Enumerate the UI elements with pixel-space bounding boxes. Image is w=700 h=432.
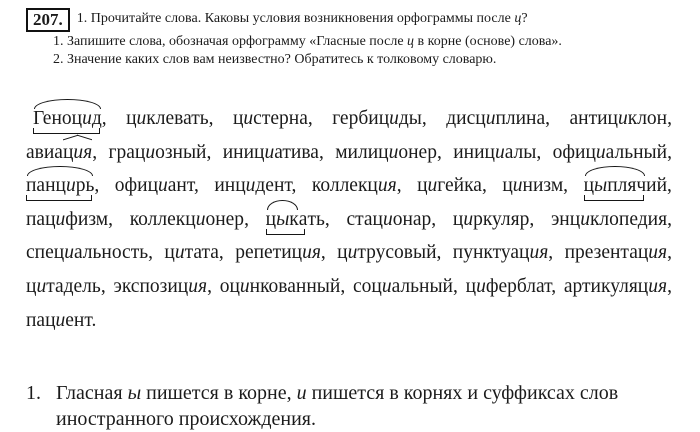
text-segment: ц — [583, 175, 594, 197]
text-segment: инц — [214, 175, 246, 197]
text-segment: 1. Запишите слова, обозначая орфограмму «Гласные после — [53, 34, 408, 49]
text-segment: клон — [627, 108, 668, 129]
punctuation: , — [148, 242, 154, 264]
punctuation: , — [667, 242, 672, 264]
text-segment: ия — [73, 141, 93, 163]
text-segment: спец — [26, 242, 65, 264]
word — [223, 136, 324, 170]
word — [312, 169, 402, 203]
text-segment: и — [382, 208, 393, 230]
punctuation: , — [431, 208, 437, 230]
text-segment: и — [239, 275, 250, 297]
text-segment: низм — [522, 175, 564, 197]
punctuation: , — [529, 208, 535, 230]
text-segment: гейка — [437, 175, 482, 197]
punctuation: , — [318, 141, 324, 163]
text-segment: дисц — [446, 108, 486, 129]
text-segment: онар — [392, 208, 432, 230]
word — [466, 270, 556, 304]
text-segment: ркуляр — [473, 208, 530, 230]
word — [584, 169, 672, 203]
punctuation: , — [421, 108, 427, 129]
word — [164, 236, 223, 270]
text-segment: и — [388, 141, 399, 163]
text-segment: клопедия — [589, 208, 668, 230]
stem-bracket-mark — [266, 209, 308, 231]
exercise-number-box: 207. — [26, 8, 70, 32]
text-segment: авиа — [26, 141, 63, 163]
exercise-header-row — [26, 8, 672, 32]
word — [26, 136, 97, 170]
word — [26, 304, 96, 338]
note-item — [26, 381, 658, 432]
punctuation: , — [92, 141, 98, 163]
punctuation: , — [193, 175, 199, 197]
word — [335, 136, 442, 170]
word-line — [26, 270, 672, 304]
punctuation: , — [667, 108, 672, 129]
text-segment: алы — [504, 141, 537, 163]
text-segment: альный — [605, 141, 668, 163]
notes-section — [26, 381, 658, 432]
text-segment: и — [381, 275, 392, 297]
text-segment: и — [264, 141, 275, 163]
punctuation: , — [436, 242, 442, 264]
text-segment: ды — [398, 108, 422, 129]
text-segment: ы — [594, 175, 608, 197]
text-segment: ц — [126, 108, 137, 129]
text-segment: ц — [232, 108, 244, 129]
text-segment: нкованный — [249, 275, 341, 297]
text-segment: онер — [205, 208, 245, 230]
text-segment: Геноц — [33, 108, 83, 129]
word — [26, 203, 113, 237]
word — [108, 136, 211, 170]
text-segment: ц — [465, 275, 477, 297]
text-segment: офиц — [114, 175, 159, 197]
text-segment: стац — [346, 208, 383, 230]
text-segment: пац — [26, 309, 56, 331]
punctuation: , — [667, 175, 672, 197]
punctuation: , — [320, 242, 326, 264]
text-segment: и — [36, 275, 47, 297]
text-segment: и — [158, 175, 168, 197]
punctuation: , — [436, 141, 442, 163]
word — [553, 136, 672, 170]
instruction-line-2 — [53, 33, 672, 50]
text-segment: тадель — [46, 275, 101, 297]
text-segment: 2. Значение каких слов вам неизвестно? Обратитесь к толковому словарю. — [53, 52, 497, 67]
text-segment: ант — [167, 175, 194, 197]
text-segment: коллекц — [311, 175, 378, 197]
text-segment: и — [55, 208, 66, 230]
word — [565, 236, 672, 270]
note-marker: 1. — [26, 382, 41, 405]
text-segment: ент — [65, 309, 92, 331]
word-line — [26, 136, 672, 170]
word — [130, 203, 249, 237]
word-line — [26, 102, 672, 136]
text-segment: ц — [26, 275, 37, 297]
text-segment: презентац — [564, 242, 649, 264]
text-segment: озный — [155, 141, 207, 163]
text-segment: и — [347, 242, 358, 264]
word — [126, 102, 213, 136]
text-segment: ц — [164, 242, 175, 264]
punctuation: , — [94, 175, 100, 197]
text-segment: ц — [502, 175, 513, 197]
instruction-line-1 — [77, 8, 528, 27]
text-segment: ц — [265, 208, 277, 230]
word — [453, 236, 553, 270]
text-segment: ц — [417, 175, 428, 197]
word — [266, 203, 330, 237]
text-segment: панц — [26, 175, 66, 197]
text-segment: и — [595, 141, 606, 163]
text-segment: в корне (основе) слова». — [414, 34, 562, 49]
text-segment: и — [65, 175, 76, 197]
text-segment: и — [174, 242, 185, 264]
text-segment: экспозиц — [113, 275, 189, 297]
punctuation: , — [108, 208, 113, 230]
punctuation: , — [307, 108, 313, 129]
punctuation: , — [453, 275, 458, 297]
punctuation: , — [218, 242, 224, 264]
text-segment: альность — [73, 242, 149, 264]
word — [220, 270, 346, 304]
word — [33, 102, 107, 136]
text-segment: и — [55, 309, 66, 331]
word — [564, 270, 672, 304]
word — [332, 102, 427, 136]
text-segment: пишется в корнях и суффиксах слов иностранного происхождения. — [56, 382, 619, 430]
text-segment: физм — [65, 208, 109, 230]
text-segment: оц — [219, 275, 240, 297]
punctuation: , — [551, 275, 557, 297]
punctuation: , — [548, 242, 554, 264]
punctuation: , — [545, 108, 551, 129]
word-paragraph — [26, 102, 672, 337]
text-segment: д — [91, 108, 102, 129]
punctuation: , — [244, 208, 249, 230]
punctuation: , — [208, 108, 214, 129]
text-segment: ц — [407, 34, 415, 49]
word — [453, 136, 541, 170]
text-segment: и — [243, 108, 254, 129]
punctuation: , — [100, 275, 106, 297]
text-segment: и — [494, 141, 505, 163]
text-segment: соц — [352, 275, 382, 297]
text-segment: ц — [452, 208, 464, 230]
text-segment: дент — [255, 175, 292, 197]
text-segment: ц — [62, 141, 74, 163]
text-segment: энц — [550, 208, 581, 230]
word — [551, 203, 672, 237]
punctuation: , — [563, 175, 569, 197]
word — [337, 236, 441, 270]
note-text — [56, 381, 658, 432]
word — [353, 270, 458, 304]
text-segment: антиц — [569, 108, 618, 129]
text-segment: Гласная — [56, 382, 128, 405]
word — [214, 169, 296, 203]
text-segment: офиц — [552, 141, 596, 163]
punctuation: , — [207, 275, 212, 297]
text-segment: 1. Прочитайте слова. Каковы условия возникновения орфограммы после — [76, 11, 515, 26]
text-segment: гербиц — [332, 108, 390, 129]
text-segment: ий — [646, 175, 668, 197]
text-segment: коллекц — [129, 208, 196, 230]
word — [346, 203, 436, 237]
punctuation: , — [396, 175, 402, 197]
text-segment: и — [617, 108, 628, 129]
text-segment: рь — [75, 175, 95, 197]
root-arc-mark — [266, 209, 299, 231]
text-segment: репетиц — [235, 242, 303, 264]
text-segment: и — [485, 108, 496, 129]
text-segment: к — [289, 208, 299, 230]
text-segment: пляч — [607, 175, 647, 197]
punctuation: , — [481, 175, 487, 197]
punctuation: , — [536, 141, 542, 163]
text-segment: ия — [529, 242, 549, 264]
punctuation: , — [667, 275, 672, 297]
text-segment: плина — [495, 108, 546, 129]
text-segment: и — [136, 108, 147, 129]
text-segment: стерна — [253, 108, 308, 129]
punctuation: , — [291, 175, 297, 197]
word — [26, 270, 106, 304]
text-segment: а — [298, 208, 308, 230]
text-segment: пац — [26, 208, 56, 230]
word — [26, 169, 99, 203]
word-line — [26, 304, 672, 338]
punctuation: , — [101, 108, 107, 129]
punctuation: , — [667, 208, 672, 230]
text-segment: и — [389, 108, 399, 129]
text-segment: артикуляц — [563, 275, 649, 297]
text-segment: ия — [377, 175, 397, 197]
text-segment: и — [145, 141, 156, 163]
text-segment: и — [82, 108, 92, 129]
punctuation: , — [340, 275, 346, 297]
text-segment: грац — [108, 141, 146, 163]
text-segment: милиц — [335, 141, 389, 163]
text-segment: и — [580, 208, 590, 230]
instruction-line-3 — [53, 51, 672, 68]
text-segment: атива — [274, 141, 319, 163]
text-segment: клевать — [146, 108, 209, 129]
root-arc-mark — [584, 175, 647, 197]
punctuation: , — [667, 141, 672, 163]
word — [446, 102, 550, 136]
text-segment: и — [195, 208, 206, 230]
word — [113, 270, 211, 304]
word — [235, 236, 326, 270]
word — [233, 102, 313, 136]
text-segment: иниц — [222, 141, 265, 163]
text-segment: ия — [648, 275, 668, 297]
text-segment: и — [296, 382, 307, 405]
text-segment: ц — [514, 11, 522, 26]
text-segment: ть — [307, 208, 325, 230]
text-segment: и — [64, 242, 74, 264]
text-segment: трусовый — [357, 242, 437, 264]
word — [26, 236, 153, 270]
suffix-caret-mark — [63, 142, 92, 164]
text-segment: ы — [127, 382, 142, 405]
text-segment: ы — [276, 208, 290, 230]
text-segment: ферблат — [485, 275, 552, 297]
text-segment: альный — [391, 275, 453, 297]
word — [502, 169, 568, 203]
word-line — [26, 203, 672, 237]
word — [569, 102, 672, 136]
root-arc-mark — [26, 175, 94, 197]
word-line — [26, 169, 672, 203]
punctuation: , — [324, 208, 330, 230]
text-segment: ц — [337, 242, 348, 264]
word-line — [26, 236, 672, 270]
text-segment: пишется в корне, — [141, 382, 297, 405]
text-segment: ия — [648, 242, 668, 264]
root-arc-mark — [33, 108, 102, 130]
text-segment: и — [245, 175, 256, 197]
text-segment: онер — [398, 141, 437, 163]
punctuation: . — [91, 309, 97, 331]
text-segment: ? — [521, 11, 528, 26]
word — [453, 203, 534, 237]
word — [115, 169, 199, 203]
punctuation: , — [206, 141, 212, 163]
text-segment: и — [463, 208, 474, 230]
word — [417, 169, 487, 203]
text-segment: ия — [188, 275, 208, 297]
text-segment: ия — [302, 242, 321, 264]
text-segment: и — [427, 175, 438, 197]
text-segment: пунктуац — [452, 242, 530, 264]
text-segment: тата — [184, 242, 219, 264]
text-segment: и — [476, 275, 486, 297]
text-segment: иниц — [453, 141, 495, 163]
text-segment: и — [512, 175, 523, 197]
exercise-header — [26, 8, 672, 68]
